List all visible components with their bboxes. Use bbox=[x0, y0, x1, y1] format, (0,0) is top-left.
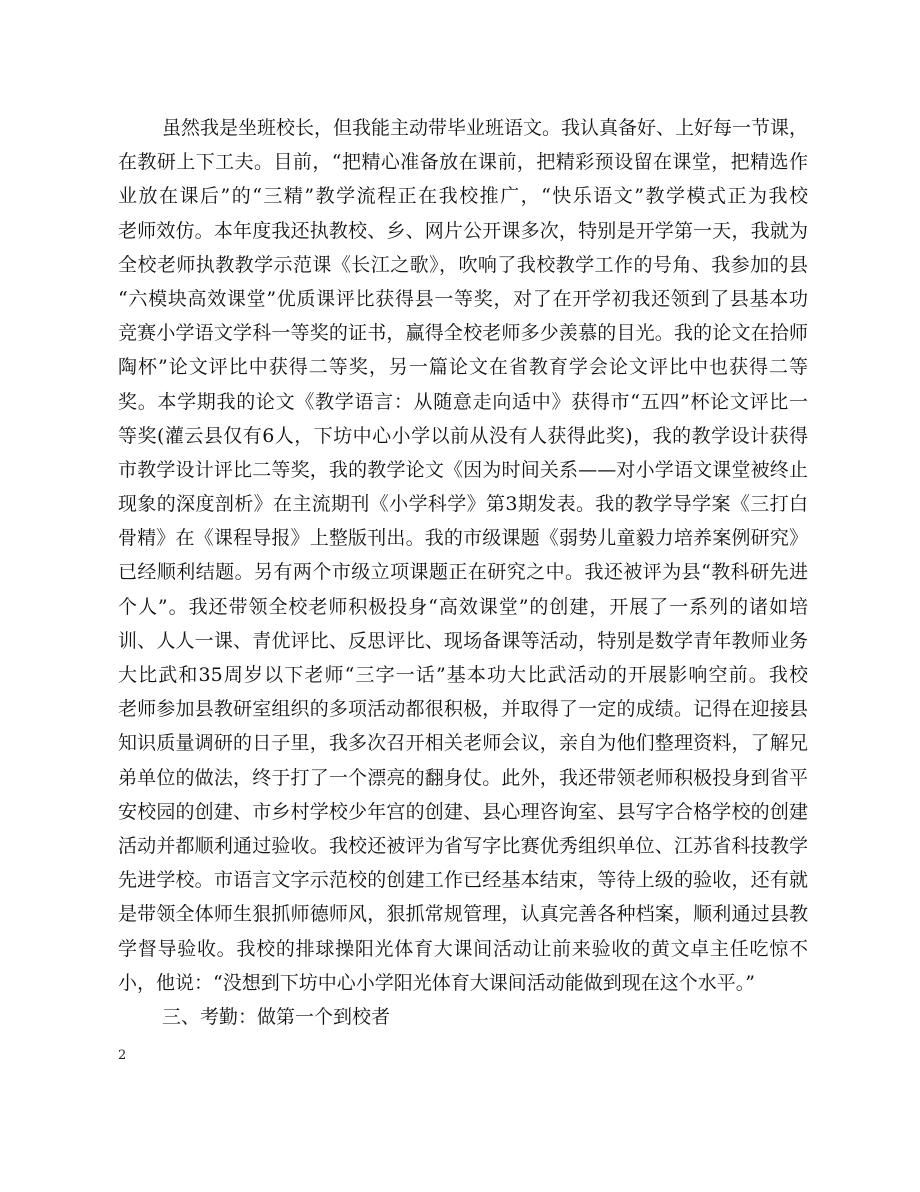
paragraph-line: 安校园的创建、市乡村学校少年宫的创建、县心理咨询室、县写字合格学校的创建 bbox=[118, 800, 808, 823]
paragraph-line: 老师效仿。本年度我还执教校、乡、网片公开课多次，特别是开学第一天，我就为 bbox=[118, 219, 808, 242]
body-paragraph bbox=[118, 111, 808, 1034]
section-heading: 三、考勤：做第一个到校者 bbox=[162, 1005, 391, 1028]
paragraph-line: 全校老师执教教学示范课《长江之歌》，吹响了我校教学工作的号角、我参加的县 bbox=[118, 253, 808, 276]
paragraph-line: 先进学校。市语言文字示范校的创建工作已经基本结束，等待上级的验收，还有就 bbox=[118, 869, 808, 892]
paragraph-line: 个人”。我还带领全校老师积极投身“高效课堂”的创建，开展了一系列的诸如培 bbox=[118, 595, 808, 618]
paragraph-line: 学督导验收。我校的排球操阳光体育大课间活动让前来验收的黄文卓主任吃惊不 bbox=[118, 937, 808, 960]
paragraph-line: 知识质量调研的日子里，我多次召开相关老师会议，亲自为他们整理资料，了解兄 bbox=[118, 732, 808, 755]
paragraph-line: 业放在课后”的“三精”教学流程正在我校推广，“快乐语文”教学模式正为我校 bbox=[118, 185, 808, 208]
paragraph-line: 骨精》在《课程导报》上整版刊出。我的市级课题《弱势儿童毅力培养案例研究》 bbox=[118, 527, 808, 550]
paragraph-line: 市教学设计评比二等奖，我的教学论文《因为时间关系——对小学语文课堂被终止 bbox=[118, 458, 808, 481]
paragraph-line: 竞赛小学语文学科一等奖的证书，赢得全校老师多少羡慕的目光。我的论文在拾师 bbox=[118, 322, 808, 345]
paragraph-line: 现象的深度剖析》在主流期刊《小学科学》第3期发表。我的教学导学案《三打白 bbox=[118, 493, 808, 516]
paragraph-line: 老师参加县教研室组织的多项活动都很积极，并取得了一定的成绩。记得在迎接县 bbox=[118, 698, 808, 721]
paragraph-line: 活动并都顺利通过验收。我校还被评为省写字比赛优秀组织单位、江苏省科技教学 bbox=[118, 834, 808, 857]
paragraph-line: 训、人人一课、青优评比、反思评比、现场备课等活动，特别是数学青年教师业务 bbox=[118, 629, 808, 652]
paragraph-line: 小，他说：“没想到下坊中心小学阳光体育大课间活动能做到现在这个水平。” bbox=[118, 971, 755, 994]
paragraph-line: 奖。本学期我的论文《教学语言：从随意走向适中》获得市“五四”杯论文评比一 bbox=[118, 390, 808, 413]
paragraph-line: 弟单位的做法，终于打了一个漂亮的翻身仗。此外，我还带领老师积极投身到省平 bbox=[118, 766, 808, 789]
paragraph-line: 陶杯”论文评比中获得二等奖，另一篇论文在省教育学会论文评比中也获得二等 bbox=[118, 356, 808, 379]
paragraph-line: 是带领全体师生狠抓师德师风，狠抓常规管理，认真完善各种档案，顺利通过县教 bbox=[118, 903, 808, 926]
paragraph-line: 等奖(灌云县仅有6人，下坊中心小学以前从没有人获得此奖)，我的教学设计获得 bbox=[118, 424, 808, 447]
paragraph-line: “六模块高效课堂”优质课评比获得县一等奖，对了在开学初我还领到了县基本功 bbox=[118, 287, 808, 310]
paragraph-line: 大比武和35周岁以下老师“三字一话”基本功大比武活动的开展影响空前。我校 bbox=[118, 664, 808, 686]
page-number: 2 bbox=[118, 1048, 127, 1063]
paragraph-line: 在教研上下工夫。目前，“把精心准备放在课前，把精彩预设留在课堂，把精选作 bbox=[118, 151, 808, 174]
paragraph-line: 已经顺利结题。另有两个市级立项课题正在研究之中。我还被评为县“教科研先进 bbox=[118, 561, 808, 584]
paragraph-line: 虽然我是坐班校长，但我能主动带毕业班语文。我认真备好、上好每一节课， bbox=[162, 117, 809, 139]
